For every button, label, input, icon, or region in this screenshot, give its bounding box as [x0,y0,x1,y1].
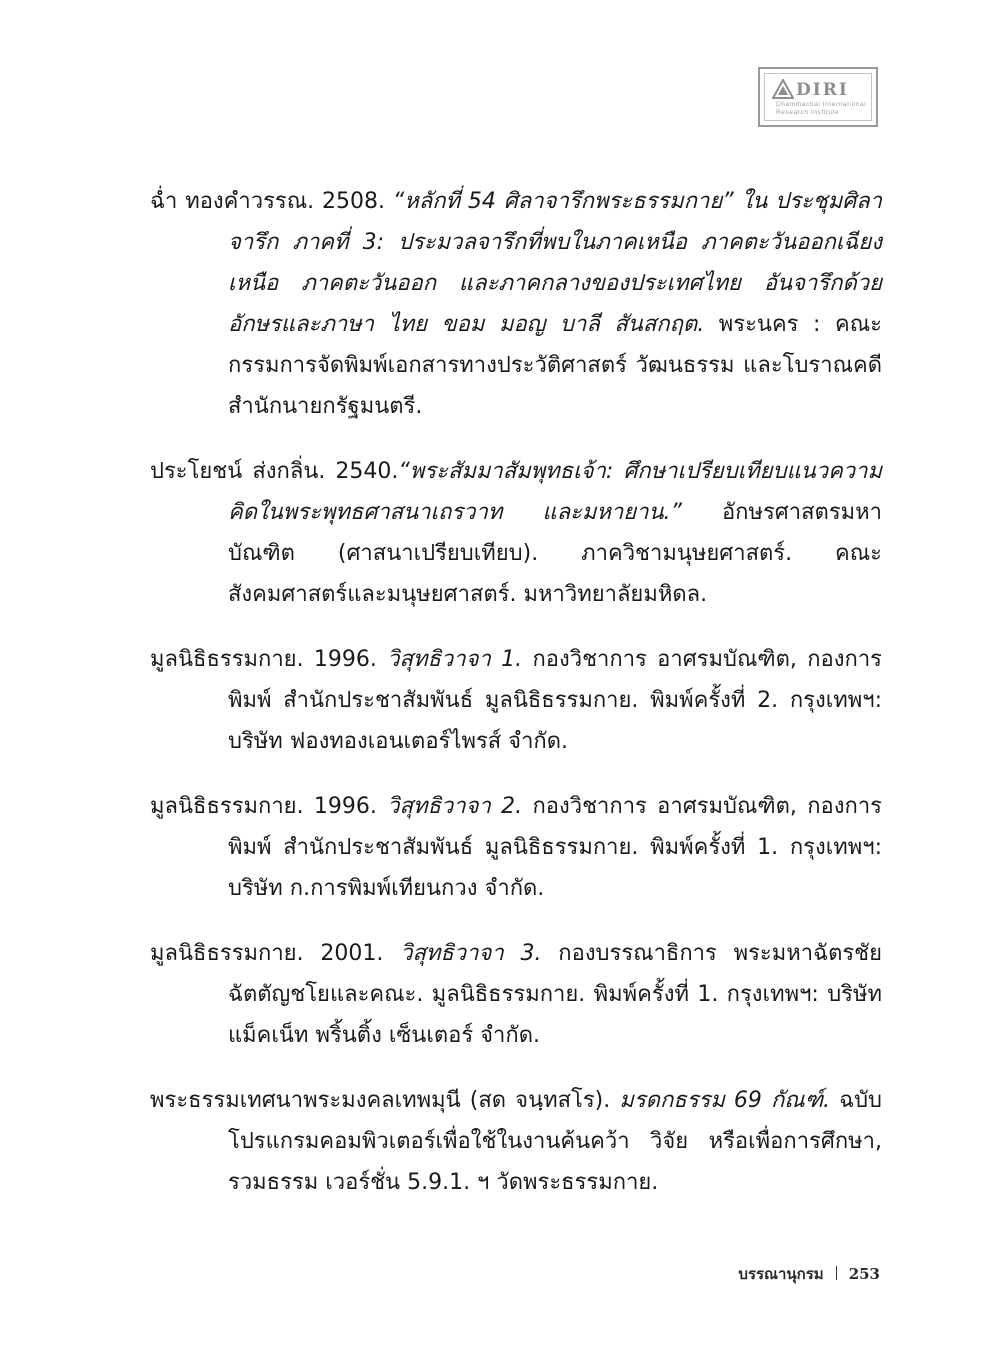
reference-entry [150,933,882,1056]
reference-title: วิสุทธิวาจา 1. [387,647,523,672]
reference-entry [150,181,882,427]
footer-divider [836,1266,837,1280]
reference-entry [150,1080,882,1203]
reference-publication: กองวิชาการ อาศรมบัณฑิต, กองการพิมพ์ สำนักประชาสัมพันธ์ มูลนิธิธรรมกาย. พิมพ์ครั้งที่ 2. กรุงเทพฯ: บริษัท ฟองทองเอนเตอร์ไพรส์ จำกัด. [228,647,882,754]
bibliography-list [150,181,882,1227]
reference-entry [150,786,882,909]
page-footer [738,1262,880,1286]
reference-publication: กองบรรณาธิการ พระมหาฉัตรชัย ฉัตตัญชโยและคณะ. มูลนิธิธรรมกาย. พิมพ์ครั้งที่ 1. กรุงเทพฯ: บริษัท แม็คเน็ท พริ้นติ้ง เซ็นเตอร์ จำกัด. [228,941,883,1048]
reference-author: ฉ่ำ ทองคำวรรณ. 2508. [150,189,385,214]
reference-title: มรดกธรรม 69 กัณฑ์. [619,1088,830,1113]
diri-logo [758,67,878,127]
triangle-logo-icon [772,79,794,99]
footer-section-title: บรรณานุกรม [738,1265,824,1283]
logo-name: DIRI [796,80,849,100]
reference-author: ประโยชน์ ส่งกลิ่น. 2540. [150,459,399,484]
page-number: 253 [848,1265,880,1283]
reference-author: พระธรรมเทศนาพระมงคลเทพมุนี (สด จนฺทสโร). [150,1088,611,1113]
reference-title: วิสุทธิวาจา 3. [400,941,542,966]
reference-publication: อักษรศาสตรมหาบัณฑิต (ศาสนาเปรียบเทียบ). ภาควิชามนุษยศาสตร์. คณะสังคมศาสตร์และมนุษยศาสตร์. มหาวิทยาลัยมหิดล. [228,500,883,607]
reference-publication: ฉบับโปรแกรมคอมพิวเตอร์เพื่อใช้ในงานค้นคว้า วิจัย หรือเพื่อการศึกษา, รวมธรรม เวอร์ชั่น 5.9.1. ฯ วัดพระธรรมกาย. [228,1088,882,1195]
reference-publication: พระนคร : คณะกรรมการจัดพิมพ์เอกสารทางประวัติศาสตร์ วัฒนธรรม และโบราณคดี สำนักนายกรัฐมนตรี. [228,312,882,419]
reference-author: มูลนิธิธรรมกาย. 1996. [150,794,377,819]
reference-author: มูลนิธิธรรมกาย. 1996. [150,647,377,672]
reference-author: มูลนิธิธรรมกาย. 2001. [150,941,384,966]
logo-subtitle [776,101,872,116]
logo-subtitle-line1: Dhammachai International [776,101,867,108]
reference-title: วิสุทธิวาจา 2. [387,794,523,819]
reference-entry [150,451,882,615]
logo-subtitle-line2: Research Institute [776,108,840,116]
reference-entry [150,639,882,762]
reference-title: “พระสัมมาสัมพุทธเจ้า: ศึกษาเปรียบเทียบแนวความคิดในพระพุทธศาสนาเถรวาท และมหายาน.” [228,459,882,525]
reference-publication: กองวิชาการ อาศรมบัณฑิต, กองการพิมพ์ สำนักประชาสัมพันธ์ มูลนิธิธรรมกาย. พิมพ์ครั้งที่ 1. กรุงเทพฯ: บริษัท ก.การพิมพ์เทียนกวง จำกัด. [228,794,882,901]
reference-title: “หลักที่ 54 ศิลาจารึกพระธรรมกาย” ใน ประชุมศิลาจารึก ภาคที่ 3: ประมวลจารึกที่พบในภาคเหนือ ภาคตะวันออกเฉียงเหนือ ภาคตะวันออก และภาคกลางของประเทศไทย อันจารึกด้วยอักษรและภาษา ไทย ขอม มอญ บาลี สันสกฤต. [228,189,882,337]
